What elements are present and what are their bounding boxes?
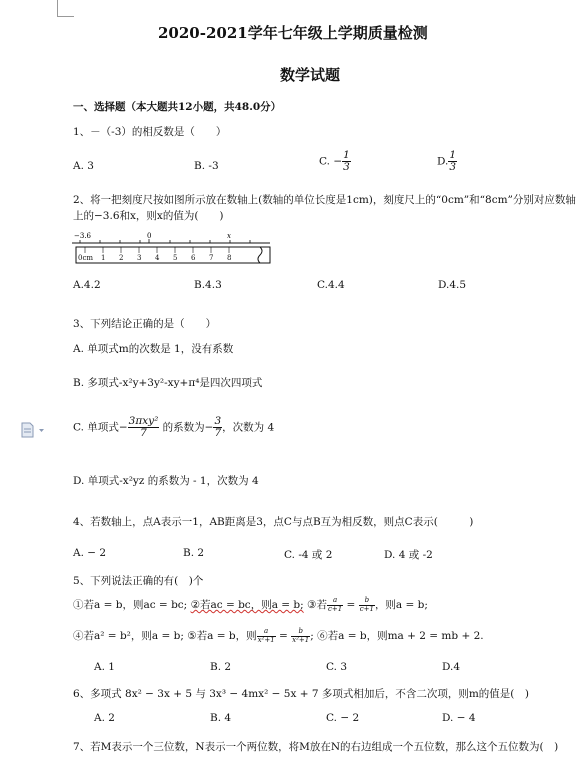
number-line-ruler-figure (70, 229, 280, 269)
q3-option-d: D. 单项式-x²yz 的系数为 - 1，次数为 4 (73, 475, 259, 487)
page-title: 2020-2021学年七年级上学期质量检测 (158, 24, 428, 42)
page-corner-mark (57, 0, 74, 17)
q6-option-d: D. − 4 (442, 712, 476, 724)
q5-stem: 5、下列说法正确的有( )个 (73, 575, 204, 587)
q5-statements-line1: ①若a = b，则ac = bc; ②若ac = bc，则a = b; ③若 $\frac{a}{c+1}$ = $\frac{b}{c+1}$ ，则a = b; (73, 596, 428, 613)
q1-option-d: D. $\frac{1}{3}$ (437, 149, 457, 174)
section-heading: 一、选择题（本大题共12小题，共48.0分） (73, 101, 282, 113)
q2-option-c: C.4.4 (317, 279, 345, 291)
ruler-label: 4 (155, 254, 160, 262)
ruler-label: 8 (227, 254, 232, 262)
q7-stem: 7、若M表示一个三位数，N表示一个两位数，将M放在N的右边组成一个五位数，那么这个五位数为( ) (73, 741, 559, 753)
q5-option-a: A. 1 (94, 661, 115, 673)
q1-option-d-fraction: $\frac{1}{3}$ (449, 149, 457, 174)
q3-option-c-fraction: $\frac{\text{3πxy²}}{7}$ (128, 415, 159, 440)
statement-3-fraction-left: $\frac{a}{c+1}$ (327, 596, 343, 613)
q5-statements-line2: ④若a² = b²，则a = b; ⑤若a = b，则 $\frac{a}{\text{x²+1}}$ = $\frac{b}{\text{x²+1}}$ ; ⑥若a = b，则ma + 2 = mb + 2. (73, 627, 484, 644)
q3-option-c-fraction-2: $\frac{3}{7}$ (214, 415, 222, 440)
q5-option-b: B. 2 (210, 661, 232, 673)
q1-option-a: A. 3 (73, 160, 94, 172)
axis-label-left: −3.6 (74, 232, 91, 240)
q5-option-c: C. 3 (326, 661, 348, 673)
q1-option-c-fraction: $\frac{1}{3}$ (343, 149, 350, 174)
q2-stem-line2: 上的−3.6和x，则x的值为( ) (73, 210, 224, 222)
q4-option-d: D. 4 或 -2 (384, 549, 433, 561)
ruler-label: 5 (173, 254, 178, 262)
q4-option-b: B. 2 (183, 547, 205, 559)
q6-option-c: C. − 2 (326, 712, 360, 724)
page-subtitle: 数学试题 (280, 66, 341, 84)
axis-label-zero: 0 (147, 232, 152, 240)
q4-stem: 4、若数轴上，点A表示一1，AB距离是3，点C与点B互为相反数，则点C表示( ) (73, 516, 474, 528)
q4-option-c: C. -4 或 2 (284, 549, 333, 561)
q4-option-a: A. − 2 (73, 547, 107, 559)
q1-option-c: C. − $\frac{1}{3}$ (319, 149, 350, 174)
q3-option-a: A. 单项式m的次数是 1，没有系数 (73, 343, 234, 355)
q3-option-c: C. 单项式− $\frac{\text{3πxy²}}{7}$ 的系数为− $\frac{3}{7}$ ，次数为 4 (73, 415, 275, 440)
ruler-label: 6 (191, 254, 196, 262)
axis-label-x: x (227, 232, 231, 240)
q6-option-b: B. 4 (210, 712, 232, 724)
ruler-label: 3 (137, 254, 142, 262)
q1-option-b: B. -3 (194, 160, 219, 172)
document-options-icon[interactable] (20, 422, 46, 438)
ruler-label: 2 (119, 254, 124, 262)
q2-option-b: B.4.3 (194, 279, 222, 291)
statement-3-fraction-right: $\frac{b}{c+1}$ (359, 596, 374, 613)
q2-stem-line1: 2、将一把刻度尺按如图所示放在数轴上(数轴的单位长度是1cm)，刻度尺上的“0cm”和“8cm”分别对应数轴 (73, 194, 576, 206)
q3-stem: 3、下列结论正确的是（ ） (73, 318, 217, 330)
q1-stem: 1、－（-3）的相反数是（ ） (73, 126, 227, 138)
q6-option-a: A. 2 (94, 712, 115, 724)
q5-option-d: D.4 (442, 661, 461, 673)
ruler-label: 7 (209, 254, 214, 262)
q2-option-a: A.4.2 (73, 279, 101, 291)
q2-option-d: D.4.5 (438, 279, 467, 291)
statement-5-fraction-left: $\frac{a}{\text{x²+1}}$ (257, 627, 275, 644)
q6-stem: 6、多项式 8x² − 3x + 5 与 3x³ − 4mx² − 5x + 7 多项式相加后，不含二次项，则m的值是( ) (73, 688, 530, 700)
q3-option-b: B. 多项式-x²y+3y²-xy+π⁴是四次四项式 (73, 377, 263, 389)
ruler-label: 0cm (78, 254, 94, 262)
statement-5-fraction-right: $\frac{b}{\text{x²+1}}$ (292, 627, 310, 644)
ruler-label: 1 (101, 254, 106, 262)
